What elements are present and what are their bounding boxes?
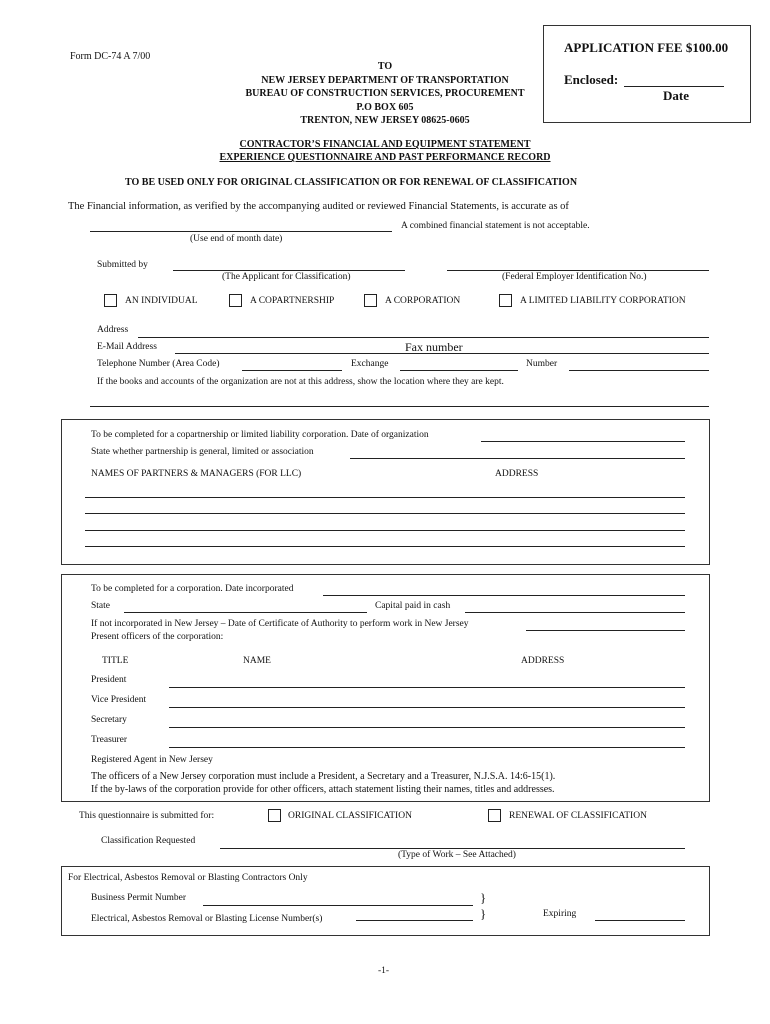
books-note: If the books and accounts of the organization are not at this address, show the location where they are kept. xyxy=(97,377,504,387)
partner-row-1[interactable] xyxy=(85,497,685,498)
books-location-field[interactable] xyxy=(90,406,709,407)
secretary-field[interactable] xyxy=(169,727,685,728)
checkbox-copartnership[interactable] xyxy=(229,294,242,307)
officer-title-secretary: Secretary xyxy=(91,715,127,725)
combined-note: A combined financial statement is not acceptable. xyxy=(401,221,590,231)
date-hint: (Use end of month date) xyxy=(190,234,283,244)
classification-requested-field[interactable] xyxy=(220,848,685,849)
fein-field[interactable] xyxy=(447,270,709,271)
registered-agent-label: Registered Agent in New Jersey xyxy=(91,755,213,765)
license-field[interactable] xyxy=(356,920,473,921)
treasurer-field[interactable] xyxy=(169,747,685,748)
date-label: Date xyxy=(663,88,689,103)
type-of-work-hint: (Type of Work – See Attached) xyxy=(398,850,516,860)
number-label: Number xyxy=(526,359,558,369)
telephone-label: Telephone Number (Area Code) xyxy=(97,359,220,369)
original-classification-label: ORIGINAL CLASSIFICATION xyxy=(288,811,412,821)
fax-label: Fax number xyxy=(405,340,463,354)
submitted-for-label: This questionnaire is submitted for: xyxy=(79,811,215,821)
business-permit-label: Business Permit Number xyxy=(91,893,186,903)
classification-requested-label: Classification Requested xyxy=(101,836,196,846)
state-label: State xyxy=(91,601,110,611)
partner-row-2[interactable] xyxy=(85,513,685,514)
checkbox-llc[interactable] xyxy=(499,294,512,307)
exchange-label: Exchange xyxy=(351,359,389,369)
partnership-line2: State whether partnership is general, limited or association xyxy=(91,447,314,457)
officers-col-title: TITLE xyxy=(102,656,129,666)
applicant-hint: (The Applicant for Classification) xyxy=(222,272,351,282)
officers-col-name: NAME xyxy=(243,656,271,666)
state-field[interactable] xyxy=(124,612,367,613)
addressee-line4: TRENTON, NEW JERSEY 08625-0605 xyxy=(300,115,470,126)
financial-intro: The Financial information, as verified by the accompanying audited or reviewed Financial Statements, is accurate as of xyxy=(68,201,569,212)
checkbox-original-classification[interactable] xyxy=(268,809,281,822)
partners-names-header: NAMES OF PARTNERS & MANAGERS (FOR LLC) xyxy=(91,469,302,479)
officers-note-2: If the by-laws of the corporation provide for other officers, attach statement listing their names, titles and addresses. xyxy=(91,784,555,795)
enclosed-field[interactable] xyxy=(624,86,724,87)
officers-note-1: The officers of a New Jersey corporation must include a President, a Secretary and a Treasurer, N.J.S.A. 14:6-15(1). xyxy=(91,771,556,782)
partnership-type-field[interactable] xyxy=(350,458,685,459)
checkbox-individual[interactable] xyxy=(104,294,117,307)
special-header: For Electrical, Asbestos Removal or Blasting Contractors Only xyxy=(68,873,308,883)
entity-corporation-label: A CORPORATION xyxy=(385,296,461,306)
partnership-line1: To be completed for a copartnership or limited liability corporation. Date of organization xyxy=(91,430,429,440)
date-incorporated-field[interactable] xyxy=(323,595,685,596)
address-label: Address xyxy=(97,325,129,335)
addressee-line3: P.O BOX 605 xyxy=(356,101,414,113)
license-label: Electrical, Asbestos Removal or Blasting License Number(s) xyxy=(91,914,323,924)
financial-date-field[interactable] xyxy=(90,231,392,232)
capital-label: Capital paid in cash xyxy=(375,601,451,611)
addressee-to: TO xyxy=(377,61,393,72)
renewal-classification-label: RENEWAL OF CLASSIFICATION xyxy=(509,811,647,821)
not-nj-label: If not incorporated in New Jersey – Date of Certificate of Authority to perform work in New Jersey xyxy=(91,619,469,629)
number-field[interactable] xyxy=(569,370,709,371)
capital-field[interactable] xyxy=(465,612,685,613)
officer-title-treasurer: Treasurer xyxy=(91,735,128,745)
checkbox-renewal-classification[interactable] xyxy=(488,809,501,822)
form-title-line2: EXPERIENCE QUESTIONNAIRE AND PAST PERFORMANCE RECORD xyxy=(219,152,551,163)
officers-col-address: ADDRESS xyxy=(521,656,565,666)
vice-president-field[interactable] xyxy=(169,707,685,708)
addressee-line2: BUREAU OF CONSTRUCTION SERVICES, PROCUREMENT xyxy=(245,88,525,99)
brace-lower: } xyxy=(480,906,487,921)
email-label: E-Mail Address xyxy=(97,342,157,352)
date-of-organization-field[interactable] xyxy=(481,441,685,442)
applicant-field[interactable] xyxy=(173,270,405,271)
expiring-label: Expiring xyxy=(543,909,577,919)
address-field[interactable] xyxy=(138,337,709,338)
fee-title: APPLICATION FEE $100.00 xyxy=(564,40,729,55)
brace-upper: } xyxy=(480,890,487,905)
officers-label: Present officers of the corporation: xyxy=(91,632,224,642)
addressee-block xyxy=(220,60,550,128)
certificate-date-field[interactable] xyxy=(526,630,685,631)
officer-title-vice-president: Vice President xyxy=(91,695,147,705)
partner-row-3[interactable] xyxy=(85,530,685,531)
business-permit-field[interactable] xyxy=(203,905,473,906)
exchange-field[interactable] xyxy=(400,370,518,371)
expiring-field[interactable] xyxy=(595,920,685,921)
addressee-line1: NEW JERSEY DEPARTMENT OF TRANSPORTATION xyxy=(261,74,509,86)
entity-copartnership-label: A COPARTNERSHIP xyxy=(250,296,335,306)
fein-hint: (Federal Employer Identification No.) xyxy=(502,272,647,282)
entity-individual-label: AN INDIVIDUAL xyxy=(125,296,198,306)
form-title-line1: CONTRACTOR’S FINANCIAL AND EQUIPMENT STATEMENT xyxy=(239,139,531,150)
enclosed-label: Enclosed: xyxy=(564,72,619,87)
page-number: -1- xyxy=(378,966,390,976)
corporation-line1: To be completed for a corporation. Date incorporated xyxy=(91,584,294,594)
form-subtitle: TO BE USED ONLY FOR ORIGINAL CLASSIFICATION OR FOR RENEWAL OF CLASSIFICATION xyxy=(125,177,578,188)
form-id: Form DC-74 A 7/00 xyxy=(70,51,151,62)
partners-address-header: ADDRESS xyxy=(495,469,539,479)
form-title xyxy=(150,138,620,164)
submitted-by-label: Submitted by xyxy=(97,260,148,270)
officer-title-president: President xyxy=(91,675,127,685)
president-field[interactable] xyxy=(169,687,685,688)
area-code-field[interactable] xyxy=(242,370,342,371)
fee-box xyxy=(543,25,751,123)
checkbox-corporation[interactable] xyxy=(364,294,377,307)
entity-llc-label: A LIMITED LIABILITY CORPORATION xyxy=(520,296,686,306)
partner-row-4[interactable] xyxy=(85,546,685,547)
